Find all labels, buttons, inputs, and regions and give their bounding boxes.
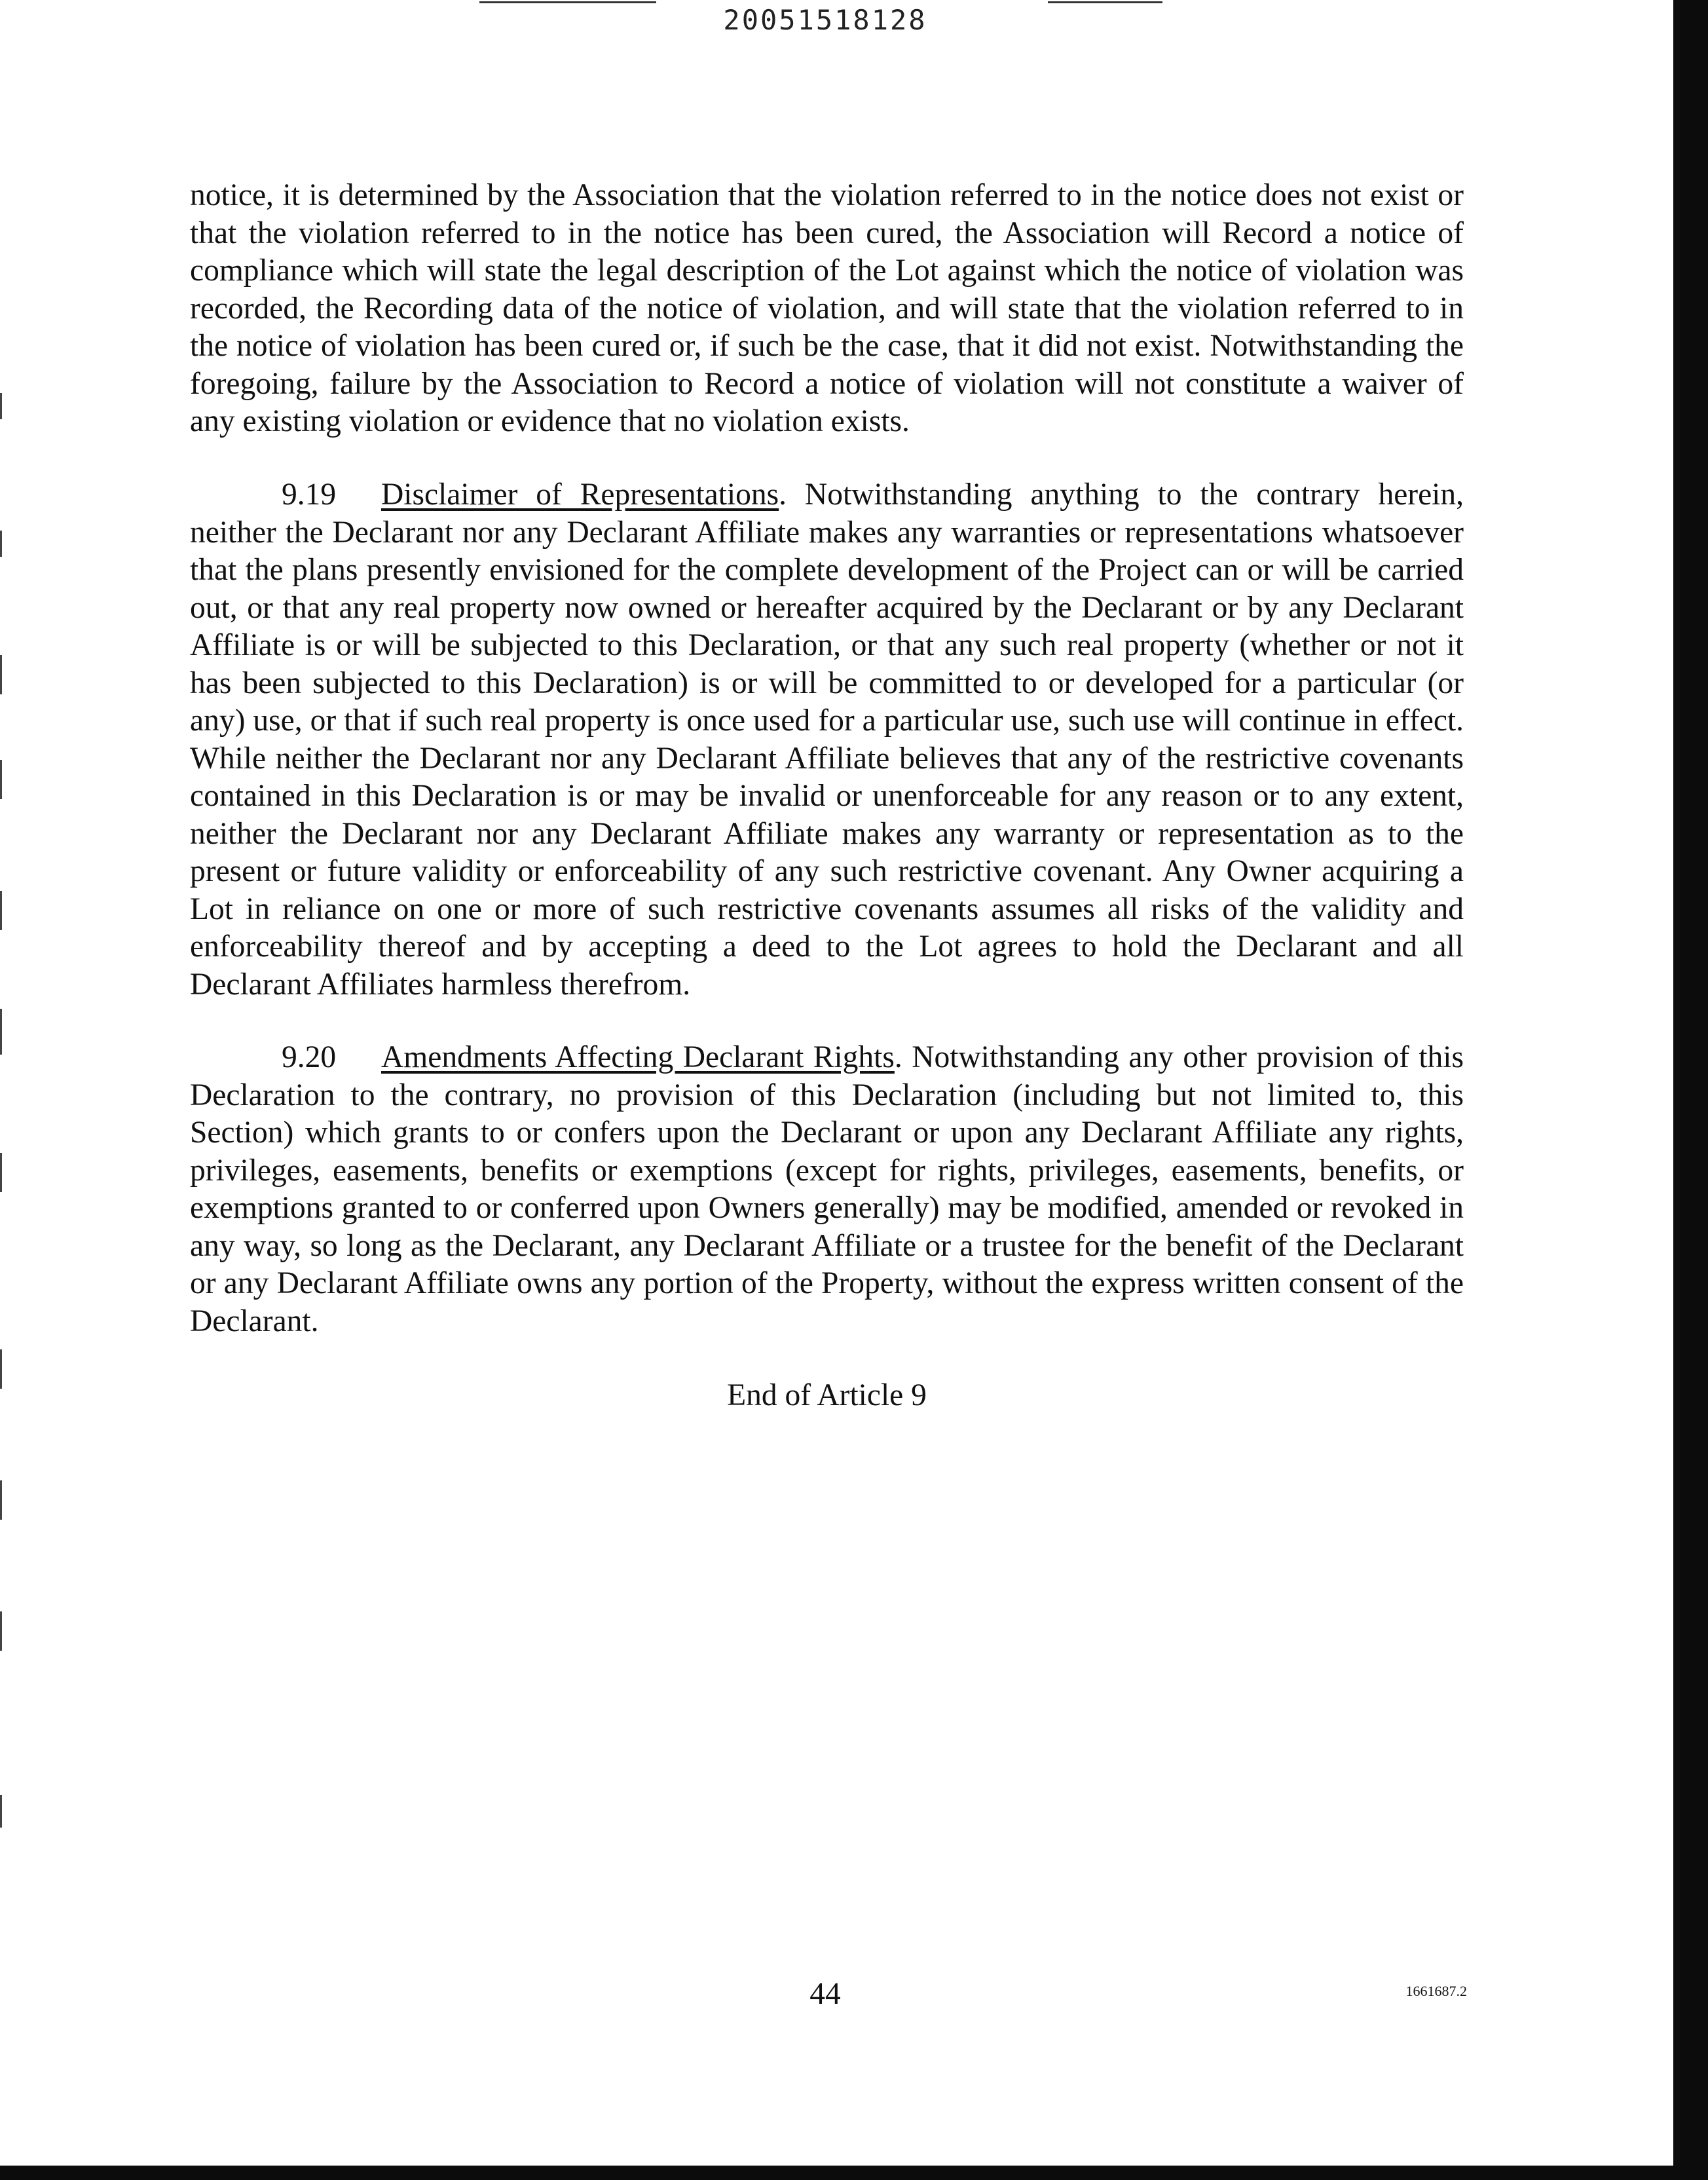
section-9-20	[190, 1039, 1464, 1340]
scan-edge-mark	[0, 1480, 2, 1520]
section-number: 9.19	[282, 478, 337, 512]
scan-border-right	[1673, 0, 1708, 2180]
section-heading: Disclaimer of Representations	[381, 478, 779, 512]
scan-edge-mark	[0, 1153, 2, 1192]
scan-edge-mark	[0, 760, 2, 799]
section-body: . Notwithstanding anything to the contrary herein, neither the Declarant nor any Declarant Affiliate makes any warranties or representations whatsoever that the plans presently envisioned for the complete development of the Project can or will be carried out, or that any real property now owned or hereafter acquired by the Declarant or by any Declarant Affiliate is or will be subjected to this Declaration, or that any such real property (whether or not it has been subjected to this Declaration) is or will be committed to or developed for a particular (or any) use, or that if such real property is once used for a particular use, such use will continue in effect. While neither the Declarant nor any Declarant Affiliate believes that any of the restrictive covenants contained in this Declaration is or may be invalid or unenforceable for any reason or to any extent, neither the Declarant nor any Declarant Affiliate makes any warranty or representation as to the present or future validity or enforceability of any such restrictive covenant. Any Owner acquiring a Lot in reliance on one or more of such restrictive covenants assumes all risks of the validity and enforceability thereof and by accepting a deed to the Lot agrees to hold the Declarant and all Declarant Affiliates harmless therefrom.	[190, 478, 1464, 1002]
top-rule-right	[1048, 1, 1162, 3]
scan-border-bottom	[0, 2166, 1708, 2180]
scan-edge-mark	[0, 1611, 2, 1651]
scan-edge-mark	[0, 891, 2, 930]
document-id: 1661687.2	[1405, 1983, 1467, 1999]
page-number: 44	[809, 1977, 841, 2011]
section-number: 9.20	[282, 1040, 337, 1074]
article-end-marker: End of Article 9	[727, 1378, 927, 1412]
continued-paragraph: notice, it is determined by the Association that the violation referred to in the notice does not exist or that the violation referred to in the notice has been cured, the Association will Record a notice of compliance which will state the legal description of the Lot against which the notice of violation was recorded, the Recording data of the notice of violation, and will state that the violation referred to in the notice of violation has been cured or, if such be the case, that it did not exist. Notwithstanding the foregoing, failure by the Association to Record a notice of violation will not constitute a waiver of any existing violation or evidence that no violation exists.	[190, 178, 1464, 438]
scan-edge-mark	[0, 655, 2, 694]
scan-edge-mark	[0, 393, 2, 419]
scan-edge-mark	[0, 1009, 2, 1055]
scan-edge-mark	[0, 531, 2, 557]
section-body: . Notwithstanding any other provision of this Declaration to the contrary, no provision of this Declaration (including but not limited to, this Section) which grants to or confers upon the Declarant or upon any Declarant Affiliate any rights, privileges, easements, benefits or exemptions (except for rights, privileges, easements, benefits, or exemptions granted to or conferred upon Owners generally) may be modified, amended or revoked in any way, so long as the Declarant, any Declarant Affiliate or a trustee for the benefit of the Declarant or any Declarant Affiliate owns any portion of the Property, without the express written consent of the Declarant.	[190, 1040, 1464, 1338]
record-number: 20051518128	[723, 4, 927, 36]
section-heading: Amendments Affecting Declarant Rights	[381, 1040, 895, 1074]
scan-edge-mark	[0, 1349, 2, 1389]
scan-edge-mark	[0, 1795, 2, 1828]
section-9-19	[190, 476, 1464, 1004]
top-rule-left	[479, 1, 656, 3]
